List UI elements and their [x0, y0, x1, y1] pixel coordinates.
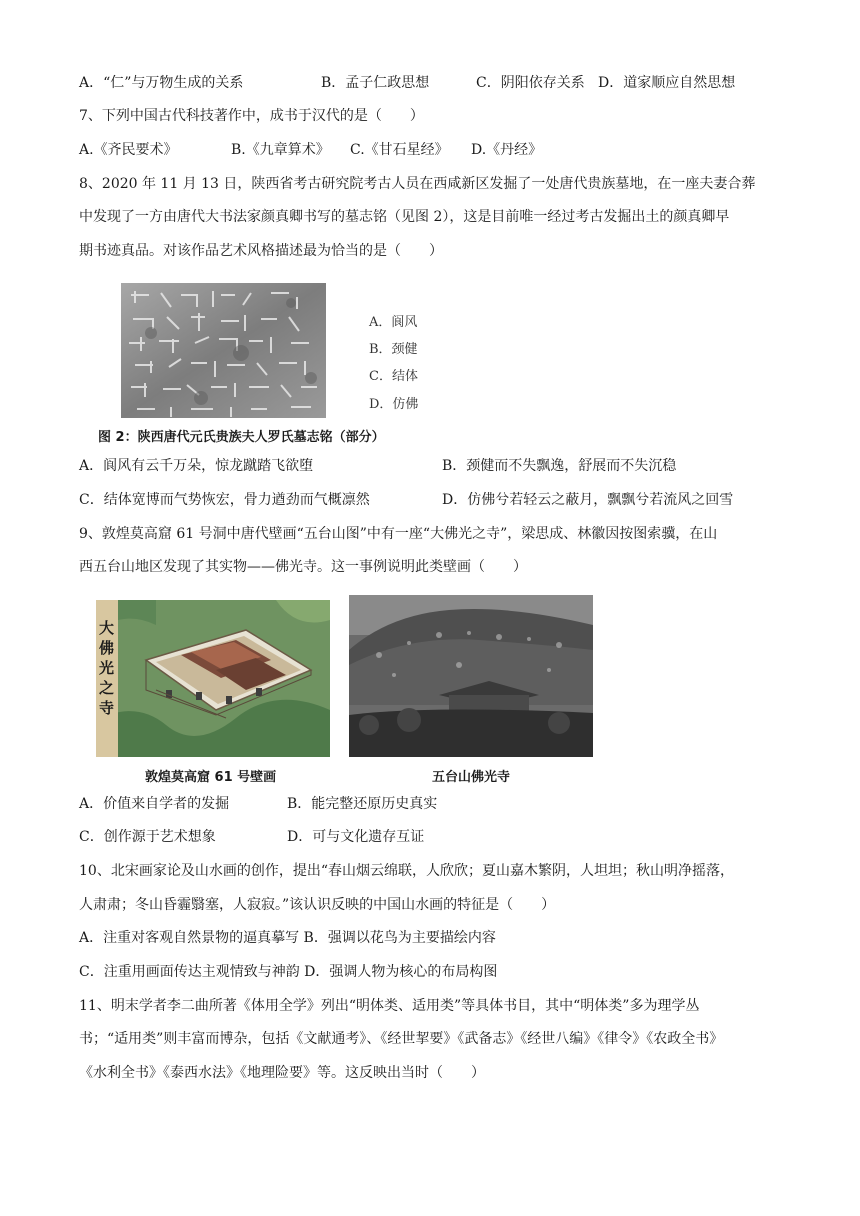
q6-option-c: C．阴阳依存关系 — [476, 75, 585, 91]
inset-option-d: D．仿佛 — [369, 397, 419, 412]
q8-option-c: C．结体宽博而气势恢宏，骨力遒劲而气概凛然 — [79, 492, 370, 508]
q10-options-cd: C．注重用画面传达主观情致与神韵 D．强调人物为核心的布局构图 — [79, 964, 498, 980]
q7-option-d: D.《丹经》 — [471, 142, 543, 158]
inset-option-c: C．结体 — [369, 369, 418, 384]
q6-option-b: B．孟子仁政思想 — [321, 75, 430, 91]
q8-option-a: A．阆风有云千万朵，惊龙蹴踏飞欲堕 — [79, 458, 314, 474]
q9-option-a: A．价值来自学者的发掘 — [79, 796, 230, 812]
dunhuang-mural-photo — [96, 600, 330, 757]
q9-option-c: C．创作源于艺术想象 — [79, 829, 216, 845]
q11-stem-line-1: 11、明末学者李二曲所著《体用全学》列出“明体类、适用类”等具体书目，其中“明体类”多为理学丛 — [79, 998, 700, 1014]
q8-stem-line-1: 8、2020 年 11 月 13 日，陕西省考古研究院考古人员在西咸新区发掘了一处唐代贵族墓地，在一座夫妻合葬 — [79, 176, 756, 192]
inset-option-a: A．阆风 — [369, 315, 418, 330]
q7-option-b: B.《九章算术》 — [231, 142, 330, 158]
mural-illustration — [96, 600, 330, 757]
q6-option-a: A．“仁”与万物生成的关系 — [79, 75, 244, 91]
q9-option-d: D．可与文化遗存互证 — [287, 829, 425, 845]
mural-caption: 敦煌莫高窟 61 号壁画 — [145, 770, 277, 785]
foguang-temple-photo — [349, 595, 593, 757]
q8-option-b: B．颈健而不失飘逸，舒展而不失沉稳 — [442, 458, 677, 474]
q9-option-b: B．能完整还原历史真实 — [287, 796, 438, 812]
q7-stem: 7、下列中国古代科技著作中，成书于汉代的是（ ） — [79, 108, 424, 124]
q6-option-d: D．道家顺应自然思想 — [598, 75, 736, 91]
q8-stem-line-2: 中发现了一方由唐代大书法家颜真卿书写的墓志铭（见图 2），这是目前唯一经过考古发掘出土的颜真卿早 — [79, 209, 730, 225]
q10-stem-line-1: 10、北宋画家论及山水画的创作，提出“春山烟云绵联，人欣欣；夏山嘉木繁阴，人坦坦；秋山明净摇落， — [79, 863, 734, 879]
q10-options-ab: A．注重对客观自然景物的逼真摹写 B．强调以花鸟为主要描绘内容 — [79, 930, 496, 946]
q11-stem-line-2: 书；“适用类”则丰富而博杂，包括《文献通考》、《经世挈要》《武备志》《经世八编》《律令》《农政全书》 — [79, 1031, 724, 1047]
q8-stem-line-3: 期书迹真品。对该作品艺术风格描述最为恰当的是（ ） — [79, 243, 443, 259]
q11-stem-line-3: 《水利全书》《泰西水法》《地理险要》等。这反映出当时（ ） — [79, 1065, 485, 1081]
q7-option-c: C.《甘石星经》 — [350, 142, 449, 158]
mural-vertical-text: 大佛光之寺 — [99, 619, 115, 717]
q9-stem-line-1: 9、敦煌莫高窟 61 号洞中唐代壁画“五台山图”中有一座“大佛光之寺”，梁思成、林徽因按图索骥，在山 — [79, 526, 718, 542]
q9-stem-line-2: 西五台山地区发现了其实物——佛光寺。这一事例说明此类壁画（ ） — [79, 559, 527, 575]
inset-option-b: B．颈健 — [369, 342, 418, 357]
q10-stem-line-2: 人肃肃；冬山昏霾翳塞，人寂寂。”该认识反映的中国山水画的特征是（ ） — [79, 897, 556, 913]
figure-2-caption: 图 2：陕西唐代元氏贵族夫人罗氏墓志铭（部分） — [98, 430, 385, 445]
epitaph-photo — [121, 283, 326, 418]
epitaph-texture — [121, 283, 326, 418]
temple-illustration — [349, 595, 593, 757]
q7-option-a: A.《齐民要术》 — [79, 142, 178, 158]
temple-caption: 五台山佛光寺 — [432, 770, 511, 785]
q8-option-d: D．仿佛兮若轻云之蔽月，飘飘兮若流风之回雪 — [442, 492, 734, 508]
